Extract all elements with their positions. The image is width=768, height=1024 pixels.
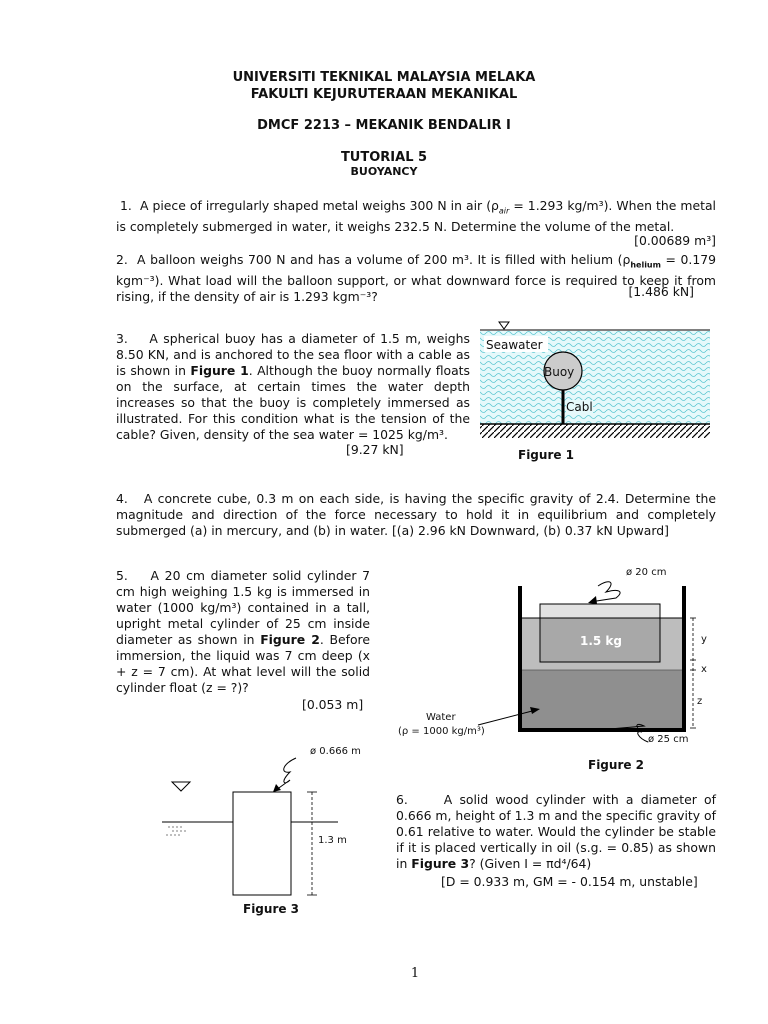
fig2-z-label: z	[697, 696, 703, 707]
q2-number: 2.	[116, 252, 128, 267]
fig2-water-label: Water	[426, 712, 456, 723]
tutorial-title: TUTORIAL 5	[340, 150, 428, 165]
q3-figure-ref: Figure 1	[190, 363, 249, 378]
q6-answer: [D = 0.933 m, GM = - 0.154 m, unstable]	[441, 874, 698, 889]
question-6	[396, 792, 716, 872]
fig1-buoy-label: Buoy	[544, 365, 575, 379]
course-title: DMCF 2213 – MEKANIK BENDALIR I	[257, 118, 511, 133]
university-name: UNIVERSITI TEKNIKAL MALAYSIA MELAKA	[232, 70, 536, 85]
fig2-diameter-bottom-label: ø 25 cm	[648, 734, 689, 745]
q5-answer: [0.053 m]	[302, 697, 364, 712]
figure-1-diagram	[476, 318, 716, 442]
fig2-x-label: x	[701, 664, 707, 675]
q6-text-a: A solid wood cylinder with a diameter of 0.666 m, height of 1.3 m and the specific gravity of 0.61 relative to water. Would the cylinder be stable if it is placed vertically in oil (s.g. = 0.85) as shown in	[396, 792, 717, 871]
q2-subscript: helium	[630, 260, 661, 270]
q4-text: A concrete cube, 0.3 m on each side, is having the specific gravity of 2.4. Determine the magnitude and direction of the force necessary to hold it in equilibrium and completely submerged (a) in mercury, and (b) in water. [(a) 2.96 kN Downward, (b) 0.37 kN Upward]	[116, 491, 716, 538]
fig3-caption: Figure 3	[243, 902, 300, 916]
q6-number: 6.	[396, 792, 408, 807]
fig2-density-label: (ρ = 1000 kg/m³)	[398, 726, 485, 737]
q1-number: 1.	[120, 198, 132, 213]
q4-number: 4.	[116, 491, 128, 506]
q1-text-b: = 1.293 kg/m³). When the metal is completely submerged in water, it weighs 232.5 N. Determine the volume of the metal.	[116, 198, 716, 235]
question-3	[116, 331, 470, 443]
q6-text-b: ? (Given I = πd⁴/64)	[469, 856, 592, 871]
page-number: 1	[410, 966, 420, 981]
q3-text-a: A spherical buoy has a diameter of 1.5 m, weighs 8.50 KN, and is anchored to the sea floor with a cable as is shown in	[116, 331, 470, 378]
q5-figure-ref: Figure 2	[260, 632, 320, 647]
fig1-caption: Figure 1	[518, 448, 575, 462]
q5-number: 5.	[116, 568, 128, 583]
q6-figure-ref: Figure 3	[411, 856, 470, 871]
q1-answer: [0.00689 m³]	[634, 233, 716, 248]
fig2-mass-label: 1.5 kg	[580, 634, 623, 648]
q3-text-b: . Although the buoy normally floats on the surface, at certain times the water depth increases so that the buoy is completely immersed as illustrated. For this condition what is the tension of the cable? Given, density of the sea water = 1025 kg/m³.	[116, 363, 470, 442]
faculty-name: FAKULTI KEJURUTERAAN MEKANIKAL	[250, 87, 518, 102]
fig1-seawater-label: Seawater	[486, 338, 543, 352]
fig2-y-label: y	[701, 634, 707, 645]
question-5	[116, 568, 370, 696]
q5-text-b: . Before immersion, the liquid was 7 cm deep (x + z = 7 cm). At what level will the solid cylinder float (z = ?)?	[116, 632, 370, 695]
q2-text-b: = 0.179 kgm⁻³). What load will the balloon support, or what downward force is required to keep it from rising, if the density of air is 1.293 kgm⁻³?	[116, 252, 717, 305]
question-1	[116, 198, 716, 235]
question-4	[116, 491, 716, 539]
figure-3-diagram	[160, 752, 360, 912]
q2-answer: [1.486 kN]	[628, 284, 694, 299]
fig2-diameter-top-label: ø 20 cm	[626, 567, 667, 578]
q3-number: 3.	[116, 331, 128, 346]
fig3-diameter-label: ø 0.666 m	[310, 746, 361, 757]
figure-2-diagram	[420, 562, 720, 752]
q3-answer: [9.27 kN]	[346, 442, 404, 457]
q1-text-a: A piece of irregularly shaped metal weighs 300 N in air (ρ	[139, 198, 499, 213]
fig1-cable-label: Cabl	[566, 400, 593, 414]
topic-title: BUOYANCY	[350, 165, 418, 178]
q5-text-a: A 20 cm diameter solid cylinder 7 cm high weighing 1.5 kg is immersed in water (1000 kg/m³) contained in a tall, upright metal cylinder of 25 cm inside diameter as shown in	[116, 568, 370, 647]
q2-text-a: A balloon weighs 700 N and has a volume of 200 m³. It is filled with helium (ρ	[137, 252, 631, 267]
fig3-height-label: 1.3 m	[318, 835, 347, 846]
question-2	[116, 252, 716, 305]
fig2-caption: Figure 2	[588, 758, 645, 772]
q1-subscript: air	[498, 206, 510, 216]
